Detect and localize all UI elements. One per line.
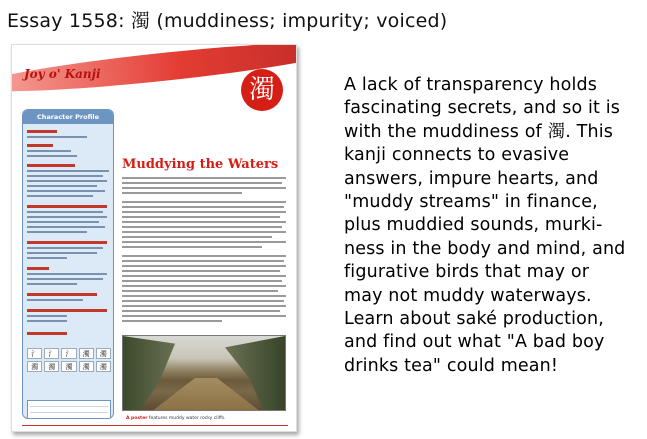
body-text-line <box>122 255 286 257</box>
kanji-badge: 濁 <box>241 69 283 111</box>
body-text-line <box>122 216 280 218</box>
body-text-line <box>122 241 286 243</box>
profile-text-line <box>27 247 103 249</box>
profile-text-line <box>27 205 107 208</box>
essay-thumbnail[interactable] <box>11 44 297 432</box>
caption-text: features muddy water rocky cliffs. <box>147 416 226 421</box>
body-text-line <box>122 315 286 317</box>
profile-text-line <box>27 130 57 133</box>
profile-text-line <box>27 293 97 296</box>
profile-text-line <box>27 155 77 157</box>
photo-caption <box>126 416 226 421</box>
profile-text-line <box>27 175 103 177</box>
caption-label: A poster <box>126 416 148 421</box>
character-profile-panel <box>22 109 114 419</box>
profile-text-line <box>27 231 87 233</box>
body-text-line <box>122 201 286 203</box>
stroke-step: 濁 <box>79 361 94 372</box>
profile-text-line <box>27 252 97 254</box>
profile-text-line <box>27 190 105 192</box>
profile-text-line <box>27 320 67 322</box>
site-logo: Joy o' Kanji <box>24 67 101 81</box>
dictionary-reference-table <box>27 400 111 419</box>
gorge-photo <box>122 335 286 411</box>
profile-text-line <box>27 257 67 259</box>
stroke-step: 氵 <box>27 348 42 359</box>
footer-rule <box>22 425 288 426</box>
body-text-line <box>122 221 286 223</box>
table-row <box>30 413 108 419</box>
essay-description: A lack of transparency holds fascinating secrets, and so it is with the muddiness of 濁. This kanji connects to evasive answers, impure hearts, and "muddy streams" in finance, plus muddied sounds, murki- ness in the body and mind, and figurative birds that may or may not muddy waterways. Learn about saké production, and find out what "A bad boy drinks tea" could mean! <box>344 75 626 376</box>
stroke-step: 濁 <box>61 361 76 372</box>
body-text-line <box>122 236 272 238</box>
profile-text-line <box>27 315 67 317</box>
profile-text-line <box>27 267 49 270</box>
stroke-step: 氵 <box>44 348 59 359</box>
body-text-line <box>122 285 286 287</box>
body-text-line <box>122 275 286 277</box>
body-text-line <box>122 280 282 282</box>
stroke-step: 濁 <box>96 361 111 372</box>
stroke-step: 濁 <box>96 348 111 359</box>
profile-text-line <box>27 332 67 335</box>
profile-text-line <box>27 241 107 244</box>
profile-text-line <box>27 164 75 167</box>
body-text-line <box>122 206 284 208</box>
profile-text-line <box>27 211 103 213</box>
profile-text-line <box>27 299 83 301</box>
body-text-line <box>122 270 280 272</box>
body-text-line <box>122 290 278 292</box>
body-text-line <box>122 192 242 194</box>
body-text-line <box>122 320 222 322</box>
profile-text-line <box>27 278 103 280</box>
profile-text-line <box>27 216 107 218</box>
body-text-line <box>122 177 286 179</box>
profile-text-line <box>27 136 87 138</box>
body-text-line <box>122 295 286 297</box>
profile-text-line <box>27 144 53 147</box>
body-text-line <box>122 260 284 262</box>
body-text-line <box>122 310 280 312</box>
body-text-line <box>122 300 284 302</box>
body-text-line <box>122 187 286 189</box>
river-shape <box>151 378 261 411</box>
profile-text-line <box>27 170 109 172</box>
profile-text-line <box>27 185 97 187</box>
profile-text-line <box>27 273 107 275</box>
profile-text-line <box>27 221 99 223</box>
body-text-line <box>122 182 282 184</box>
stroke-step: 濁 <box>79 348 94 359</box>
profile-text-line <box>27 180 107 182</box>
profile-text-line <box>27 309 107 312</box>
profile-text-line <box>27 226 105 228</box>
stroke-step: 濁 <box>27 361 42 372</box>
profile-text-line <box>27 195 93 197</box>
body-text-line <box>122 231 286 233</box>
article-headline: Muddying the Waters <box>122 157 279 172</box>
essay-title: Essay 1558: 濁 (muddiness; impurity; voiced) <box>7 10 448 32</box>
body-text-line <box>122 246 262 248</box>
stroke-step: 氵 <box>61 348 76 359</box>
stroke-step: 濁 <box>44 361 59 372</box>
stroke-order-grid <box>27 348 111 372</box>
profile-text-line <box>27 150 71 152</box>
body-text-line <box>122 265 286 267</box>
body-text-line <box>122 226 282 228</box>
profile-text-line <box>27 283 77 285</box>
profile-heading: Character Profile <box>23 110 113 124</box>
body-text-line <box>122 211 286 213</box>
body-text-line <box>122 305 286 307</box>
